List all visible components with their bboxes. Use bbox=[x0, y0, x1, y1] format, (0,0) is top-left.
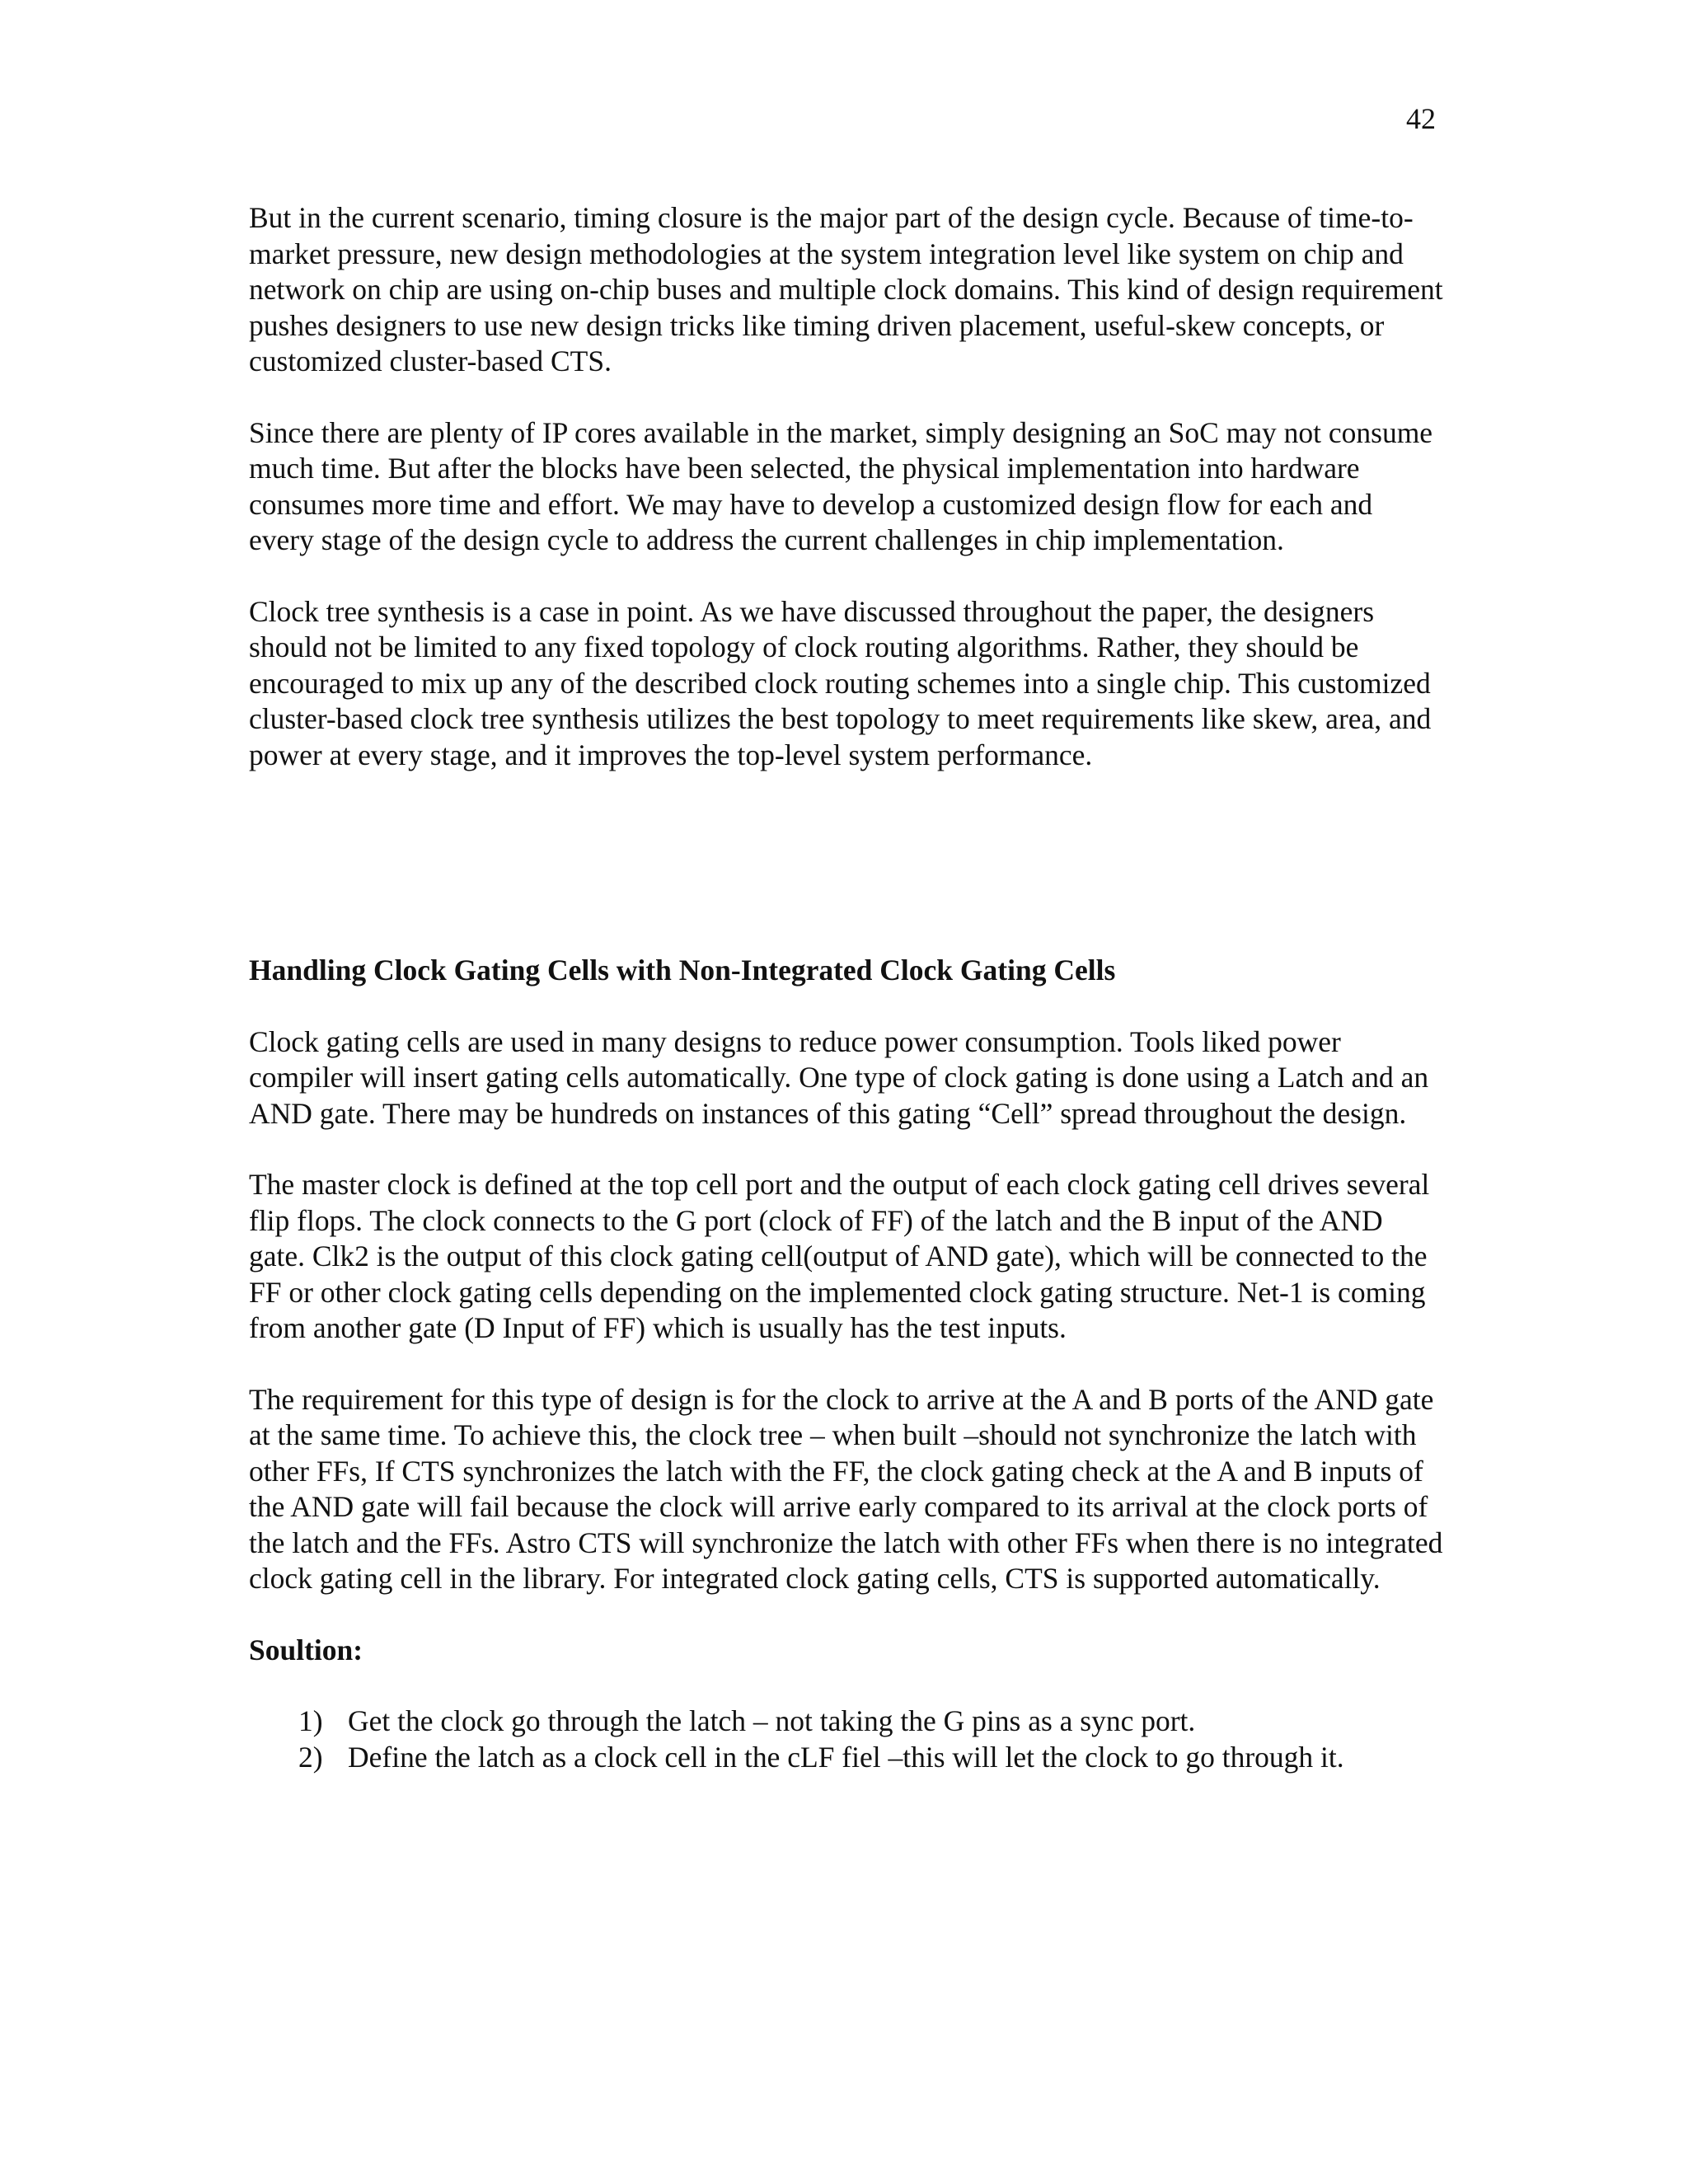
paragraph-ip-cores: Since there are plenty of IP cores available in the market, simply designing an SoC may not consume much time. But after the blocks have been selected, the physical implementation into hardware consumes more time and effort. We may have to develop a customized design flow for each and every stage of the design cycle to address the current challenges in chip implementation. bbox=[249, 415, 1433, 556]
section-heading: Handling Clock Gating Cells with Non-Integrated Clock Gating Cells bbox=[249, 954, 1116, 987]
solution-list bbox=[249, 1704, 1444, 1775]
paragraph-master-clock: The master clock is defined at the top cell port and the output of each clock gating cell drives several flip flops. The clock connects to the G port (clock of FF) of the latch and the B input of the AND gate. Clk2 is the output of this clock gating cell(output of AND gate), which will be connected to the FF or other clock gating cells depending on the implemented clock gating structure. Net-1 is coming from another gate (D Input of FF) which is usually has the test inputs. bbox=[249, 1168, 1430, 1344]
paragraph-requirement: The requirement for this type of design is for the clock to arrive at the A and B ports of the AND gate at the same time. To achieve this, the clock tree – when built –should not synchronize the latch with other FFs, If CTS synchronizes the latch with the FF, the clock gating check at the A and B inputs of the AND gate will fail because the clock will arrive early compared to its arrival at the clock ports of the latch and the FFs. Astro CTS will synchronize the latch with other FFs when there is no integrated clock gating cell in the library. For integrated clock gating cells, CTS is supported automatically. bbox=[249, 1382, 1443, 1595]
solution-item bbox=[249, 1740, 1444, 1776]
solution-heading: Soultion: bbox=[249, 1633, 363, 1666]
solution-item-number: 1) bbox=[298, 1704, 323, 1737]
section-spacer bbox=[249, 808, 1444, 953]
solution-item-number: 2) bbox=[298, 1740, 323, 1774]
page-number: 42 bbox=[1406, 102, 1436, 135]
paragraph-timing-closure: But in the current scenario, timing closure is the major part of the design cycle. Because of time-to-market pressure, new design methodologies at the system integration level like system on chip and network on chip are using on-chip buses and multiple clock domains. This kind of design requirement pushes designers to use new design tricks like timing driven placement, useful-skew concepts, or customized cluster-based CTS. bbox=[249, 201, 1443, 377]
page-content bbox=[249, 200, 1444, 1775]
solution-item bbox=[249, 1704, 1444, 1740]
solution-item-text: Define the latch as a clock cell in the cLF fiel –this will let the clock to go through it. bbox=[348, 1740, 1344, 1774]
paragraph-clock-gating-cells: Clock gating cells are used in many designs to reduce power consumption. Tools liked power compiler will insert gating cells automatically. One type of clock gating is done using a Latch and an AND gate. There may be hundreds on instances of this gating “Cell” spread throughout the design. bbox=[249, 1024, 1429, 1130]
paragraph-clock-tree-synthesis: Clock tree synthesis is a case in point. As we have discussed throughout the paper, the designers should not be limited to any fixed topology of clock routing algorithms. Rather, they should be encouraged to mix up any of the described clock routing schemes into a single chip. This customized cluster-based clock tree synthesis utilizes the best topology to meet requirements like skew, area, and power at every stage, and it improves the top-level system performance. bbox=[249, 594, 1432, 771]
solution-item-text: Get the clock go through the latch – not taking the G pins as a sync port. bbox=[348, 1704, 1196, 1737]
